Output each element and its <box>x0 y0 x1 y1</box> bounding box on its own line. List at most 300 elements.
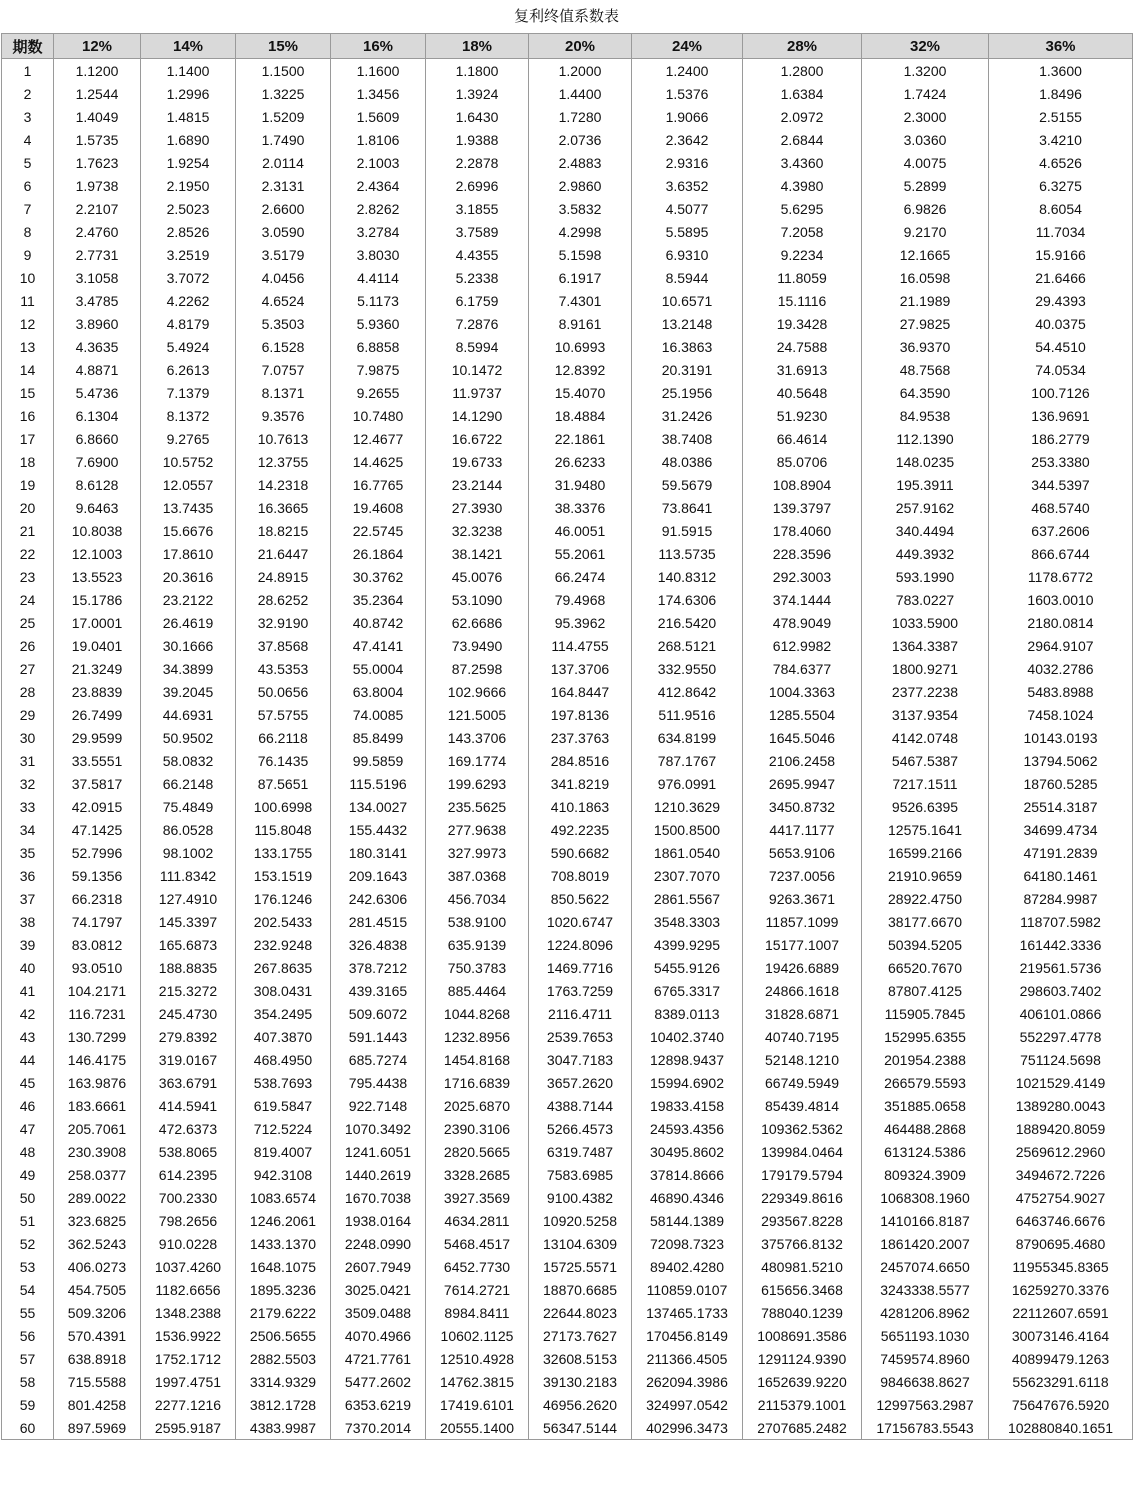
factor-cell: 1.2000 <box>529 59 632 83</box>
factor-cell: 46.0051 <box>529 519 632 542</box>
factor-cell: 10920.5258 <box>529 1209 632 1232</box>
factor-cell: 133.1755 <box>236 841 331 864</box>
period-cell: 58 <box>2 1370 54 1393</box>
factor-cell: 1.6384 <box>743 82 862 105</box>
table-row <box>2 450 1133 473</box>
factor-cell: 1410166.8187 <box>862 1209 989 1232</box>
factor-cell: 1.3225 <box>236 82 331 105</box>
factor-cell: 8.1371 <box>236 381 331 404</box>
factor-cell: 235.5625 <box>426 795 529 818</box>
table-row <box>2 703 1133 726</box>
factor-cell: 10602.1125 <box>426 1324 529 1347</box>
factor-cell: 11.9737 <box>426 381 529 404</box>
factor-cell: 6.1759 <box>426 289 529 312</box>
period-cell: 54 <box>2 1278 54 1301</box>
factor-cell: 1020.6747 <box>529 910 632 933</box>
factor-cell: 19.6733 <box>426 450 529 473</box>
factor-cell: 95.3962 <box>529 611 632 634</box>
factor-cell: 229349.8616 <box>743 1186 862 1209</box>
factor-cell: 5468.4517 <box>426 1232 529 1255</box>
table-row <box>2 795 1133 818</box>
period-cell: 36 <box>2 864 54 887</box>
factor-cell: 109362.5362 <box>743 1117 862 1140</box>
factor-cell: 40.0375 <box>989 312 1133 335</box>
factor-cell: 13794.5062 <box>989 749 1133 772</box>
factor-cell: 9.2234 <box>743 243 862 266</box>
header-rate: 12% <box>54 34 141 59</box>
period-cell: 22 <box>2 542 54 565</box>
period-cell: 48 <box>2 1140 54 1163</box>
compound-interest-table <box>1 33 1133 1440</box>
factor-cell: 27173.7627 <box>529 1324 632 1347</box>
period-cell: 38 <box>2 910 54 933</box>
factor-cell: 34699.4734 <box>989 818 1133 841</box>
table-row <box>2 105 1133 128</box>
factor-cell: 202.5433 <box>236 910 331 933</box>
table-row <box>2 151 1133 174</box>
factor-cell: 6765.3317 <box>632 979 743 1002</box>
factor-cell: 7.4301 <box>529 289 632 312</box>
factor-cell: 9.2170 <box>862 220 989 243</box>
factor-cell: 4.8179 <box>141 312 236 335</box>
factor-cell: 15.6676 <box>141 519 236 542</box>
factor-cell: 115.8048 <box>236 818 331 841</box>
factor-cell: 1.7623 <box>54 151 141 174</box>
factor-cell: 26.7499 <box>54 703 141 726</box>
factor-cell: 2.3131 <box>236 174 331 197</box>
factor-cell: 12.3755 <box>236 450 331 473</box>
factor-cell: 58144.1389 <box>632 1209 743 1232</box>
factor-cell: 22.1861 <box>529 427 632 450</box>
factor-cell: 9.6463 <box>54 496 141 519</box>
factor-cell: 5.4736 <box>54 381 141 404</box>
factor-cell: 114.4755 <box>529 634 632 657</box>
factor-cell: 266579.5593 <box>862 1071 989 1094</box>
factor-cell: 146.4175 <box>54 1048 141 1071</box>
factor-cell: 1938.0164 <box>331 1209 426 1232</box>
factor-cell: 439.3165 <box>331 979 426 1002</box>
factor-cell: 552297.4778 <box>989 1025 1133 1048</box>
factor-cell: 12.1003 <box>54 542 141 565</box>
factor-cell: 91.5915 <box>632 519 743 542</box>
factor-cell: 6.8858 <box>331 335 426 358</box>
period-cell: 28 <box>2 680 54 703</box>
factor-cell: 3450.8732 <box>743 795 862 818</box>
factor-cell: 7583.6985 <box>529 1163 632 1186</box>
factor-cell: 1763.7259 <box>529 979 632 1002</box>
period-cell: 59 <box>2 1393 54 1416</box>
factor-cell: 795.4438 <box>331 1071 426 1094</box>
period-cell: 53 <box>2 1255 54 1278</box>
period-cell: 40 <box>2 956 54 979</box>
factor-cell: 10.6993 <box>529 335 632 358</box>
factor-cell: 3047.7183 <box>529 1048 632 1071</box>
factor-cell: 8.5944 <box>632 266 743 289</box>
table-row <box>2 1255 1133 1278</box>
table-row <box>2 197 1133 220</box>
factor-cell: 1348.2388 <box>141 1301 236 1324</box>
factor-cell: 4.2998 <box>529 220 632 243</box>
factor-cell: 2595.9187 <box>141 1416 236 1440</box>
factor-cell: 5.9360 <box>331 312 426 335</box>
factor-cell: 73.8641 <box>632 496 743 519</box>
table-row <box>2 1163 1133 1186</box>
factor-cell: 201954.2388 <box>862 1048 989 1071</box>
factor-cell: 15.9166 <box>989 243 1133 266</box>
factor-cell: 22644.8023 <box>529 1301 632 1324</box>
factor-cell: 12575.1641 <box>862 818 989 841</box>
factor-cell: 5651193.1030 <box>862 1324 989 1347</box>
factor-cell: 3.7072 <box>141 266 236 289</box>
factor-cell: 56347.5144 <box>529 1416 632 1440</box>
factor-cell: 1716.6839 <box>426 1071 529 1094</box>
factor-cell: 1.8106 <box>331 128 426 151</box>
table-row <box>2 82 1133 105</box>
factor-cell: 2248.0990 <box>331 1232 426 1255</box>
factor-cell: 464488.2868 <box>862 1117 989 1140</box>
factor-cell: 783.0227 <box>862 588 989 611</box>
period-cell: 21 <box>2 519 54 542</box>
table-row <box>2 519 1133 542</box>
factor-cell: 118707.5982 <box>989 910 1133 933</box>
period-cell: 57 <box>2 1347 54 1370</box>
factor-cell: 8.9161 <box>529 312 632 335</box>
factor-cell: 13.7435 <box>141 496 236 519</box>
factor-cell: 37814.8666 <box>632 1163 743 1186</box>
period-cell: 15 <box>2 381 54 404</box>
factor-cell: 140.8312 <box>632 565 743 588</box>
factor-cell: 46956.2620 <box>529 1393 632 1416</box>
factor-cell: 3.7589 <box>426 220 529 243</box>
factor-cell: 24.8915 <box>236 565 331 588</box>
header-rate: 18% <box>426 34 529 59</box>
header-row <box>2 34 1133 59</box>
factor-cell: 178.4060 <box>743 519 862 542</box>
table-row <box>2 611 1133 634</box>
factor-cell: 111.8342 <box>141 864 236 887</box>
factor-cell: 48.7568 <box>862 358 989 381</box>
factor-cell: 48.0386 <box>632 450 743 473</box>
factor-cell: 326.4838 <box>331 933 426 956</box>
factor-cell: 414.5941 <box>141 1094 236 1117</box>
table-row <box>2 841 1133 864</box>
factor-cell: 17419.6101 <box>426 1393 529 1416</box>
factor-cell: 40.8742 <box>331 611 426 634</box>
table-row <box>2 1393 1133 1416</box>
period-cell: 7 <box>2 197 54 220</box>
factor-cell: 197.8136 <box>529 703 632 726</box>
period-cell: 5 <box>2 151 54 174</box>
factor-cell: 19.4608 <box>331 496 426 519</box>
period-cell: 51 <box>2 1209 54 1232</box>
factor-cell: 2.1950 <box>141 174 236 197</box>
factor-cell: 29.4393 <box>989 289 1133 312</box>
period-cell: 19 <box>2 473 54 496</box>
factor-cell: 12898.9437 <box>632 1048 743 1071</box>
factor-cell: 45.0076 <box>426 565 529 588</box>
factor-cell: 2820.5665 <box>426 1140 529 1163</box>
factor-cell: 100.6998 <box>236 795 331 818</box>
factor-cell: 59.1356 <box>54 864 141 887</box>
table-row <box>2 657 1133 680</box>
factor-cell: 87807.4125 <box>862 979 989 1002</box>
table-row <box>2 933 1133 956</box>
factor-cell: 115905.7845 <box>862 1002 989 1025</box>
factor-cell: 570.4391 <box>54 1324 141 1347</box>
factor-cell: 4634.2811 <box>426 1209 529 1232</box>
factor-cell: 66749.5949 <box>743 1071 862 1094</box>
factor-cell: 63.8004 <box>331 680 426 703</box>
factor-cell: 17.8610 <box>141 542 236 565</box>
table-row <box>2 1301 1133 1324</box>
factor-cell: 237.3763 <box>529 726 632 749</box>
factor-cell: 38177.6670 <box>862 910 989 933</box>
factor-cell: 378.7212 <box>331 956 426 979</box>
factor-cell: 387.0368 <box>426 864 529 887</box>
factor-cell: 8.6128 <box>54 473 141 496</box>
factor-cell: 787.1767 <box>632 749 743 772</box>
header-rate: 15% <box>236 34 331 59</box>
factor-cell: 164.8447 <box>529 680 632 703</box>
factor-cell: 17.0001 <box>54 611 141 634</box>
factor-cell: 4.0456 <box>236 266 331 289</box>
table-row <box>2 910 1133 933</box>
factor-cell: 66520.7670 <box>862 956 989 979</box>
table-row <box>2 956 1133 979</box>
factor-cell: 1.9066 <box>632 105 743 128</box>
factor-cell: 410.1863 <box>529 795 632 818</box>
period-cell: 8 <box>2 220 54 243</box>
table-row <box>2 1324 1133 1347</box>
table-row <box>2 1209 1133 1232</box>
period-cell: 2 <box>2 82 54 105</box>
factor-cell: 10.5752 <box>141 450 236 473</box>
factor-cell: 29.9599 <box>54 726 141 749</box>
factor-cell: 1648.1075 <box>236 1255 331 1278</box>
factor-cell: 15.1786 <box>54 588 141 611</box>
factor-cell: 12.1665 <box>862 243 989 266</box>
factor-cell: 113.5735 <box>632 542 743 565</box>
factor-cell: 232.9248 <box>236 933 331 956</box>
factor-cell: 6463746.6676 <box>989 1209 1133 1232</box>
factor-cell: 6.3275 <box>989 174 1133 197</box>
factor-cell: 15.1116 <box>743 289 862 312</box>
factor-cell: 700.2330 <box>141 1186 236 1209</box>
factor-cell: 75.4849 <box>141 795 236 818</box>
factor-cell: 8790695.4680 <box>989 1232 1133 1255</box>
period-cell: 50 <box>2 1186 54 1209</box>
factor-cell: 18760.5285 <box>989 772 1133 795</box>
table-row <box>2 381 1133 404</box>
factor-cell: 8.1372 <box>141 404 236 427</box>
factor-cell: 209.1643 <box>331 864 426 887</box>
table-row <box>2 174 1133 197</box>
factor-cell: 14762.3815 <box>426 1370 529 1393</box>
table-row <box>2 220 1133 243</box>
factor-cell: 1068308.1960 <box>862 1186 989 1209</box>
factor-cell: 4.5077 <box>632 197 743 220</box>
factor-cell: 2180.0814 <box>989 611 1133 634</box>
factor-cell: 16599.2166 <box>862 841 989 864</box>
factor-cell: 4.0075 <box>862 151 989 174</box>
factor-cell: 5.1598 <box>529 243 632 266</box>
factor-cell: 25.1956 <box>632 381 743 404</box>
factor-cell: 31.6913 <box>743 358 862 381</box>
factor-cell: 3548.3303 <box>632 910 743 933</box>
factor-cell: 615656.3468 <box>743 1278 862 1301</box>
factor-cell: 93.0510 <box>54 956 141 979</box>
factor-cell: 319.0167 <box>141 1048 236 1071</box>
table-row <box>2 1048 1133 1071</box>
factor-cell: 74.0085 <box>331 703 426 726</box>
factor-cell: 2.6600 <box>236 197 331 220</box>
factor-cell: 511.9516 <box>632 703 743 726</box>
factor-cell: 1895.3236 <box>236 1278 331 1301</box>
table-row <box>2 1117 1133 1140</box>
factor-cell: 324997.0542 <box>632 1393 743 1416</box>
factor-cell: 1.9388 <box>426 128 529 151</box>
period-cell: 17 <box>2 427 54 450</box>
factor-cell: 4.3635 <box>54 335 141 358</box>
factor-cell: 10143.0193 <box>989 726 1133 749</box>
factor-cell: 10.1472 <box>426 358 529 381</box>
factor-cell: 10.6571 <box>632 289 743 312</box>
factor-cell: 216.5420 <box>632 611 743 634</box>
factor-cell: 219561.5736 <box>989 956 1133 979</box>
factor-cell: 127.4910 <box>141 887 236 910</box>
table-row <box>2 864 1133 887</box>
factor-cell: 186.2779 <box>989 427 1133 450</box>
period-cell: 34 <box>2 818 54 841</box>
period-cell: 25 <box>2 611 54 634</box>
factor-cell: 32.9190 <box>236 611 331 634</box>
factor-cell: 112.1390 <box>862 427 989 450</box>
factor-cell: 2106.2458 <box>743 749 862 772</box>
factor-cell: 32.3238 <box>426 519 529 542</box>
factor-cell: 7459574.8960 <box>862 1347 989 1370</box>
factor-cell: 406101.0866 <box>989 1002 1133 1025</box>
factor-cell: 13.5523 <box>54 565 141 588</box>
factor-cell: 1861420.2007 <box>862 1232 989 1255</box>
factor-cell: 6.1917 <box>529 266 632 289</box>
factor-cell: 139.3797 <box>743 496 862 519</box>
factor-cell: 40740.7195 <box>743 1025 862 1048</box>
factor-cell: 6.9826 <box>862 197 989 220</box>
factor-cell: 211366.4505 <box>632 1347 743 1370</box>
factor-cell: 798.2656 <box>141 1209 236 1232</box>
factor-cell: 2.9316 <box>632 151 743 174</box>
factor-cell: 3.6352 <box>632 174 743 197</box>
factor-cell: 12510.4928 <box>426 1347 529 1370</box>
factor-cell: 3.8960 <box>54 312 141 335</box>
factor-cell: 7370.2014 <box>331 1416 426 1440</box>
factor-cell: 155.4432 <box>331 818 426 841</box>
header-rate: 24% <box>632 34 743 59</box>
period-cell: 10 <box>2 266 54 289</box>
factor-cell: 788040.1239 <box>743 1301 862 1324</box>
factor-cell: 2569612.2960 <box>989 1140 1133 1163</box>
factor-cell: 47.4141 <box>331 634 426 657</box>
factor-cell: 1.7280 <box>529 105 632 128</box>
factor-cell: 591.1443 <box>331 1025 426 1048</box>
factor-cell: 28922.4750 <box>862 887 989 910</box>
header-rate: 36% <box>989 34 1133 59</box>
factor-cell: 143.3706 <box>426 726 529 749</box>
factor-cell: 55623291.6118 <box>989 1370 1133 1393</box>
factor-cell: 26.6233 <box>529 450 632 473</box>
factor-cell: 332.9550 <box>632 657 743 680</box>
period-cell: 30 <box>2 726 54 749</box>
table-row <box>2 1025 1133 1048</box>
factor-cell: 102880840.1651 <box>989 1416 1133 1440</box>
factor-cell: 24866.1618 <box>743 979 862 1002</box>
factor-cell: 7458.1024 <box>989 703 1133 726</box>
factor-cell: 116.7231 <box>54 1002 141 1025</box>
factor-cell: 3.4785 <box>54 289 141 312</box>
factor-cell: 344.5397 <box>989 473 1133 496</box>
factor-cell: 161442.3336 <box>989 933 1133 956</box>
factor-cell: 1.7490 <box>236 128 331 151</box>
factor-cell: 1.3200 <box>862 59 989 83</box>
table-row <box>2 680 1133 703</box>
period-cell: 56 <box>2 1324 54 1347</box>
period-cell: 60 <box>2 1416 54 1440</box>
factor-cell: 2964.9107 <box>989 634 1133 657</box>
factor-cell: 40.5648 <box>743 381 862 404</box>
factor-cell: 2.0736 <box>529 128 632 151</box>
factor-cell: 8984.8411 <box>426 1301 529 1324</box>
factor-cell: 16259270.3376 <box>989 1278 1133 1301</box>
factor-cell: 801.4258 <box>54 1393 141 1416</box>
factor-cell: 976.0991 <box>632 772 743 795</box>
factor-cell: 74.1797 <box>54 910 141 933</box>
factor-cell: 2607.7949 <box>331 1255 426 1278</box>
factor-cell: 456.7034 <box>426 887 529 910</box>
factor-cell: 22112607.6591 <box>989 1301 1133 1324</box>
factor-cell: 715.5588 <box>54 1370 141 1393</box>
factor-cell: 4.4355 <box>426 243 529 266</box>
factor-cell: 6353.6219 <box>331 1393 426 1416</box>
table-row <box>2 1232 1133 1255</box>
factor-cell: 1440.2619 <box>331 1163 426 1186</box>
factor-cell: 3927.3569 <box>426 1186 529 1209</box>
factor-cell: 86.0528 <box>141 818 236 841</box>
period-cell: 9 <box>2 243 54 266</box>
factor-cell: 47191.2839 <box>989 841 1133 864</box>
factor-cell: 819.4007 <box>236 1140 331 1163</box>
factor-cell: 12.8392 <box>529 358 632 381</box>
factor-cell: 1182.6656 <box>141 1278 236 1301</box>
factor-cell: 1224.8096 <box>529 933 632 956</box>
factor-cell: 73.9490 <box>426 634 529 657</box>
factor-cell: 1.1600 <box>331 59 426 83</box>
table-title: 复利终值系数表 <box>513 7 619 25</box>
table-row <box>2 565 1133 588</box>
factor-cell: 2307.7070 <box>632 864 743 887</box>
factor-cell: 253.3380 <box>989 450 1133 473</box>
factor-cell: 509.3206 <box>54 1301 141 1324</box>
table-row <box>2 1094 1133 1117</box>
table-row <box>2 427 1133 450</box>
factor-cell: 7.2058 <box>743 220 862 243</box>
factor-cell: 52148.1210 <box>743 1048 862 1071</box>
factor-cell: 145.3397 <box>141 910 236 933</box>
factor-cell: 1.3924 <box>426 82 529 105</box>
factor-cell: 362.5243 <box>54 1232 141 1255</box>
factor-cell: 1241.6051 <box>331 1140 426 1163</box>
factor-cell: 25514.3187 <box>989 795 1133 818</box>
factor-cell: 6.9310 <box>632 243 743 266</box>
